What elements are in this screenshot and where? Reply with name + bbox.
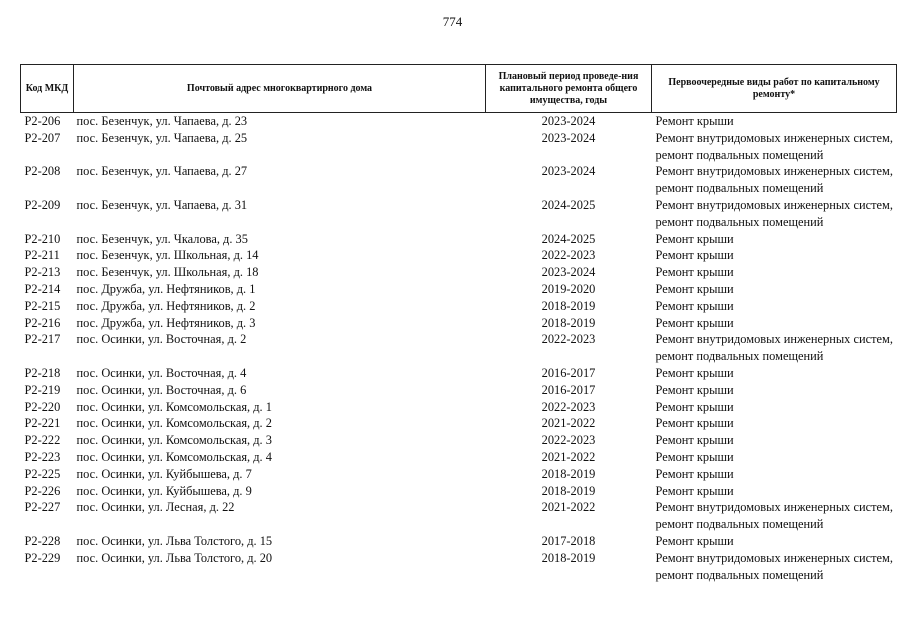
table-row	[21, 298, 897, 315]
address-cell: пос. Осинки, ул. Комсомольская, д. 1	[76, 399, 272, 414]
mkd-code-cell: Р2-223	[24, 449, 61, 464]
mkd-code-cell: Р2-227	[24, 500, 61, 515]
mkd-code-cell: Р2-215	[24, 298, 61, 313]
repair-works-cell	[652, 499, 897, 533]
repair-works-line: Ремонт крыши	[655, 533, 734, 548]
repair-works-line: Ремонт крыши	[655, 483, 734, 498]
table-row	[21, 432, 897, 449]
repair-works-cell	[652, 264, 897, 281]
repair-period-cell: 2021-2022	[541, 500, 596, 515]
repair-period-cell: 2019-2020	[541, 281, 596, 296]
mkd-code-cell: Р2-216	[24, 315, 61, 330]
repair-period-cell: 2021-2022	[541, 449, 596, 464]
mkd-code-cell: Р2-222	[24, 433, 61, 448]
repair-works-line: ремонт подвальных помещений	[655, 214, 824, 229]
repair-works-cell	[652, 163, 897, 197]
repair-period-cell: 2024-2025	[541, 231, 596, 246]
mkd-code-cell: Р2-220	[24, 399, 61, 414]
mkd-code-cell: Р2-207	[24, 130, 61, 145]
repair-period-cell: 2018-2019	[541, 315, 596, 330]
repair-works-line: Ремонт крыши	[655, 281, 734, 296]
mkd-code-cell: Р2-217	[24, 332, 61, 347]
table-row	[21, 197, 897, 231]
table-row	[21, 499, 897, 533]
repair-period-cell: 2023-2024	[541, 130, 596, 145]
repair-works-line: ремонт подвальных помещений	[655, 517, 824, 532]
repair-works-line: Ремонт крыши	[655, 449, 734, 464]
mkd-code-cell: Р2-219	[24, 382, 61, 397]
table-row	[21, 415, 897, 432]
repair-works-line: Ремонт внутридомовых инженерных систем,	[655, 332, 893, 347]
address-cell: пос. Осинки, ул. Комсомольская, д. 4	[76, 449, 272, 464]
repair-period-cell: 2017-2018	[541, 533, 596, 548]
address-cell: пос. Осинки, ул. Куйбышева, д. 9	[76, 483, 252, 498]
repair-works-line: Ремонт внутридомовых инженерных систем,	[655, 197, 893, 212]
table-row	[21, 483, 897, 500]
repair-works-cell	[652, 298, 897, 315]
repair-period-cell: 2018-2019	[541, 483, 596, 498]
capital-repair-table	[20, 64, 897, 583]
mkd-code-cell: Р2-218	[24, 365, 61, 380]
table-row	[21, 113, 897, 130]
mkd-code-cell: Р2-213	[24, 265, 61, 280]
table-row	[21, 331, 897, 365]
table-body	[21, 113, 897, 584]
repair-works-line: Ремонт внутридомовых инженерных систем,	[655, 500, 893, 515]
address-cell: пос. Безенчук, ул. Чкалова, д. 35	[76, 231, 248, 246]
mkd-code-cell: Р2-226	[24, 483, 61, 498]
repair-period-cell: 2018-2019	[541, 466, 596, 481]
repair-works-line: Ремонт внутридомовых инженерных систем,	[655, 130, 893, 145]
repair-period-cell: 2022-2023	[541, 433, 596, 448]
address-cell: пос. Осинки, ул. Лесная, д. 22	[76, 500, 235, 515]
table-row	[21, 130, 897, 164]
address-cell: пос. Дружба, ул. Нефтяников, д. 3	[76, 315, 256, 330]
repair-works-cell	[652, 466, 897, 483]
repair-period-cell: 2023-2024	[541, 265, 596, 280]
address-cell: пос. Дружба, ул. Нефтяников, д. 2	[76, 298, 256, 313]
header-code: Код МКД	[21, 65, 74, 113]
mkd-code-cell: Р2-214	[24, 281, 61, 296]
repair-works-cell	[652, 197, 897, 231]
table-row	[21, 550, 897, 584]
repair-works-cell	[652, 550, 897, 584]
repair-works-cell	[652, 130, 897, 164]
table-header-row	[21, 65, 897, 113]
address-cell: пос. Дружба, ул. Нефтяников, д. 1	[76, 281, 256, 296]
repair-period-cell: 2023-2024	[541, 164, 596, 179]
repair-works-cell	[652, 365, 897, 382]
repair-works-line: ремонт подвальных помещений	[655, 181, 824, 196]
repair-works-line: Ремонт крыши	[655, 399, 734, 414]
address-cell: пос. Осинки, ул. Комсомольская, д. 2	[76, 416, 272, 431]
repair-works-cell	[652, 533, 897, 550]
mkd-code-cell: Р2-208	[24, 164, 61, 179]
repair-works-cell	[652, 247, 897, 264]
address-cell: пос. Безенчук, ул. Чапаева, д. 23	[76, 114, 248, 128]
repair-period-cell: 2023-2024	[541, 114, 596, 128]
repair-works-line: ремонт подвальных помещений	[655, 349, 824, 364]
repair-works-line: Ремонт крыши	[655, 416, 734, 431]
address-cell: пос. Безенчук, ул. Школьная, д. 14	[76, 248, 259, 263]
address-cell: пос. Осинки, ул. Льва Толстого, д. 20	[76, 550, 273, 565]
address-cell: пос. Осинки, ул. Восточная, д. 4	[76, 365, 247, 380]
repair-period-cell: 2024-2025	[541, 197, 596, 212]
repair-works-cell	[652, 331, 897, 365]
header-works: Первоочередные виды работ по капитальному ремонту*	[652, 65, 897, 113]
table-row	[21, 365, 897, 382]
repair-works-line: Ремонт крыши	[655, 265, 734, 280]
repair-period-cell: 2022-2023	[541, 332, 596, 347]
repair-period-cell: 2016-2017	[541, 382, 596, 397]
repair-works-cell	[652, 382, 897, 399]
table-row	[21, 281, 897, 298]
address-cell: пос. Безенчук, ул. Школьная, д. 18	[76, 265, 259, 280]
repair-works-line: Ремонт крыши	[655, 114, 734, 128]
repair-works-cell	[652, 281, 897, 298]
repair-works-line: Ремонт крыши	[655, 382, 734, 397]
mkd-code-cell: Р2-221	[24, 416, 61, 431]
repair-works-line: Ремонт крыши	[655, 315, 734, 330]
table-row	[21, 315, 897, 332]
address-cell: пос. Осинки, ул. Куйбышева, д. 7	[76, 466, 252, 481]
repair-works-line: Ремонт внутридомовых инженерных систем,	[655, 550, 893, 565]
repair-works-line: Ремонт крыши	[655, 433, 734, 448]
repair-works-cell	[652, 415, 897, 432]
repair-works-line: Ремонт крыши	[655, 365, 734, 380]
address-cell: пос. Осинки, ул. Льва Толстого, д. 15	[76, 533, 273, 548]
repair-period-cell: 2018-2019	[541, 550, 596, 565]
mkd-code-cell: Р2-210	[24, 231, 61, 246]
address-cell: пос. Осинки, ул. Восточная, д. 2	[76, 332, 247, 347]
address-cell: пос. Осинки, ул. Комсомольская, д. 3	[76, 433, 272, 448]
repair-works-cell	[652, 399, 897, 416]
mkd-code-cell: Р2-211	[24, 248, 60, 263]
mkd-code-cell: Р2-229	[24, 550, 61, 565]
address-cell: пос. Осинки, ул. Восточная, д. 6	[76, 382, 247, 397]
address-cell: пос. Безенчук, ул. Чапаева, д. 25	[76, 130, 248, 145]
repair-period-cell: 2016-2017	[541, 365, 596, 380]
repair-works-line: Ремонт крыши	[655, 298, 734, 313]
table-row	[21, 449, 897, 466]
table-header	[21, 65, 897, 113]
table-row	[21, 264, 897, 281]
mkd-code-cell: Р2-228	[24, 533, 61, 548]
table-row	[21, 399, 897, 416]
table-row	[21, 382, 897, 399]
table-row	[21, 163, 897, 197]
address-cell: пос. Безенчук, ул. Чапаева, д. 27	[76, 164, 248, 179]
table-row	[21, 231, 897, 248]
repair-works-cell	[652, 113, 897, 130]
repair-works-cell	[652, 315, 897, 332]
repair-works-cell	[652, 483, 897, 500]
repair-period-cell: 2021-2022	[541, 416, 596, 431]
repair-works-line: Ремонт крыши	[655, 248, 734, 263]
repair-works-cell	[652, 432, 897, 449]
table-row	[21, 247, 897, 264]
mkd-code-cell: Р2-225	[24, 466, 61, 481]
header-address: Почтовый адрес многоквартирного дома	[74, 65, 486, 113]
address-cell: пос. Безенчук, ул. Чапаева, д. 31	[76, 197, 248, 212]
table-row	[21, 533, 897, 550]
repair-period-cell: 2022-2023	[541, 248, 596, 263]
repair-works-line: ремонт подвальных помещений	[655, 147, 824, 162]
repair-period-cell: 2022-2023	[541, 399, 596, 414]
table-row	[21, 466, 897, 483]
mkd-code-cell: Р2-209	[24, 197, 61, 212]
repair-works-line: ремонт подвальных помещений	[655, 567, 824, 582]
repair-works-line: Ремонт внутридомовых инженерных систем,	[655, 164, 893, 179]
page-number: 774	[442, 14, 463, 29]
repair-works-line: Ремонт крыши	[655, 466, 734, 481]
repair-works-line: Ремонт крыши	[655, 231, 734, 246]
repair-works-cell	[652, 449, 897, 466]
header-period: Плановый период проведе-ния капитального ремонта общего имущества, годы	[486, 65, 652, 113]
repair-works-cell	[652, 231, 897, 248]
mkd-code-cell: Р2-206	[24, 114, 61, 128]
repair-period-cell: 2018-2019	[541, 298, 596, 313]
